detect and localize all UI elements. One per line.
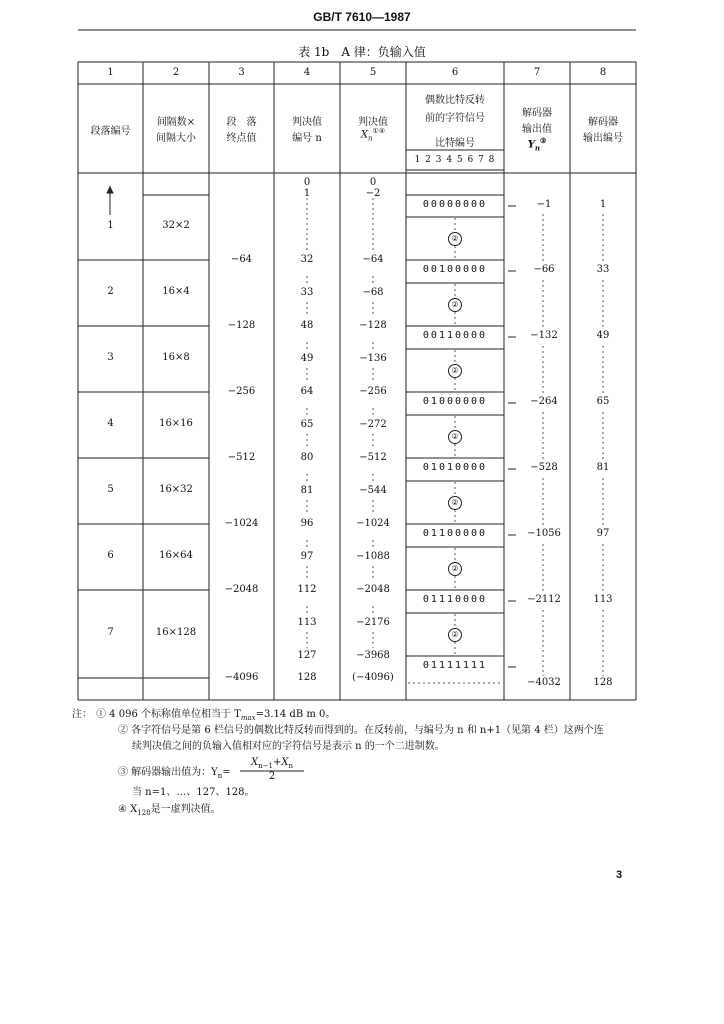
decoder-output-value: −4032 (527, 677, 561, 688)
decoder-output-number: 1 (599, 199, 607, 210)
segment-endpoint: −512 (227, 452, 256, 463)
decoder-output-value: −528 (530, 462, 558, 473)
decoder-output-value: −132 (530, 330, 558, 341)
note-3-range: 当 n=1、…、127、128。 (132, 787, 255, 798)
decision-value: 0 (369, 177, 377, 188)
decision-number: 64 (300, 386, 314, 397)
header-decision-value-symbol: $X_n^{①④}$ (360, 127, 386, 143)
note-2-marker: ② (448, 628, 462, 642)
segment-endpoint: −128 (227, 320, 256, 331)
segment-number: 3 (107, 352, 114, 363)
segment-number: 2 (107, 286, 114, 297)
segment-number: 1 (107, 220, 114, 231)
note-2-line-2: 续判决值之间的负输入值相对应的字符信号是表示 n 的一个二进制数。 (132, 741, 445, 752)
note-4: ④ $X_{128}$是一虚判决值。 (118, 804, 221, 817)
character-signal-code: 01000000 (422, 396, 488, 407)
character-signal-code: 01110000 (422, 594, 488, 605)
character-signal-code: 01100000 (422, 528, 488, 539)
header-char-signal-l1: 偶数比特反转 (425, 95, 485, 106)
header-char-signal-l2: 前的字符信号 (425, 113, 485, 124)
character-signal-code: 00000000 (422, 199, 488, 210)
decoder-output-number: 65 (596, 396, 610, 407)
decision-value: −1024 (356, 518, 390, 529)
column-number: 4 (303, 67, 311, 78)
decision-value: −68 (362, 287, 384, 298)
table-caption: 表 1b A 律：负输入值 (298, 45, 426, 59)
header-decoder-output-symbol: $Y_n^③$ (527, 136, 547, 153)
decision-number: 32 (300, 254, 314, 265)
note-3-numerator: $X_{n-1}+X_n$ (251, 757, 293, 770)
header-decoder-number-l1: 解码器 (588, 117, 618, 128)
header-decision-number-l1: 判决值 (292, 117, 322, 128)
decision-value: −128 (359, 320, 387, 331)
standard-header: GB/T 7610—1987 (313, 10, 411, 24)
column-number: 5 (369, 67, 377, 78)
decision-number: 127 (297, 650, 317, 661)
interval-size: 32×2 (162, 220, 190, 231)
column-number: 7 (533, 67, 541, 78)
decision-value: (−4096) (352, 672, 394, 683)
column-number: 8 (599, 67, 607, 78)
segment-number: 6 (107, 550, 114, 561)
decision-number: 80 (300, 452, 314, 463)
header-endpoint-l2: 终点值 (226, 133, 257, 144)
header-segment-number: 段落编号 (90, 126, 131, 137)
interval-size: 16×128 (155, 627, 197, 638)
decision-number: 128 (297, 672, 317, 683)
note-2-marker: ② (448, 430, 462, 444)
decision-value: −1088 (356, 551, 390, 562)
segment-endpoint: −64 (230, 254, 253, 265)
column-number: 1 (107, 67, 114, 78)
decoder-output-number: 113 (593, 594, 613, 605)
decision-value: −272 (359, 419, 387, 430)
decision-value: −512 (359, 452, 387, 463)
decoder-output-value: −66 (533, 264, 555, 275)
interval-size: 16×8 (162, 352, 190, 363)
note-2-marker: ② (448, 496, 462, 510)
decision-number: 65 (300, 419, 314, 430)
decision-number: 48 (300, 320, 314, 331)
decision-value: −2048 (356, 584, 390, 595)
decision-number: 0 (303, 177, 311, 188)
note-2-marker: ② (448, 364, 462, 378)
column-number: 3 (238, 67, 245, 78)
interval-size: 16×32 (159, 484, 193, 495)
character-signal-code: 01010000 (422, 462, 488, 473)
decision-value: −136 (359, 353, 387, 364)
decision-value: −64 (362, 254, 384, 265)
header-decoder-output-l2: 输出值 (522, 124, 552, 135)
decoder-output-value: −2112 (527, 594, 561, 605)
note-2-line-1: ② 各字符信号是第 6 栏信号的偶数比特反转而得到的。在反转前，与编号为 n 和 n+1（见第 4 栏）这两个连 (118, 725, 604, 736)
decision-number: 81 (300, 485, 314, 496)
header-decision-value-l1: 判决值 (358, 117, 388, 128)
header-intervals-l2: 间隔大小 (156, 133, 196, 144)
interval-size: 16×16 (159, 418, 193, 429)
decision-value: −2 (365, 188, 381, 199)
header-bit-positions: 1 2 3 4 5 6 7 8 (414, 155, 496, 165)
header-bit-number: 比特编号 (435, 138, 475, 149)
decoder-output-number: 49 (596, 330, 610, 341)
decision-number: 113 (297, 617, 317, 628)
character-signal-code: 01111111 (422, 660, 488, 671)
segment-number: 5 (107, 484, 114, 495)
decision-number: 96 (300, 518, 314, 529)
decision-number: 1 (303, 188, 311, 199)
decision-number: 33 (300, 287, 314, 298)
decision-value: −544 (359, 485, 387, 496)
header-decoder-number-l2: 输出编号 (583, 133, 623, 144)
decision-number: 49 (300, 353, 314, 364)
note-2-marker: ② (448, 562, 462, 576)
segment-endpoint: −2048 (224, 584, 259, 595)
character-signal-code: 00110000 (422, 330, 488, 341)
decoder-output-number: 97 (596, 528, 610, 539)
header-decoder-output-l1: 解码器 (522, 108, 552, 119)
decision-value: −2176 (356, 617, 390, 628)
interval-size: 16×64 (159, 550, 193, 561)
header-decision-number-l2: 编号 n (292, 133, 322, 144)
header-intervals-l1: 间隔数× (156, 117, 196, 128)
note-2-marker: ② (448, 298, 462, 312)
decoder-output-value: −1 (536, 199, 552, 210)
header-endpoint-l1: 段 落 (226, 117, 257, 128)
interval-size: 16×4 (162, 286, 190, 297)
character-signal-code: 00100000 (422, 264, 488, 275)
segment-endpoint: −4096 (224, 672, 259, 683)
decision-value: −256 (359, 386, 387, 397)
segment-endpoint: −1024 (224, 518, 259, 529)
column-number: 6 (451, 67, 459, 78)
page-number: 3 (616, 869, 623, 881)
decision-number: 97 (300, 551, 314, 562)
decoder-output-number: 33 (596, 264, 610, 275)
segment-number: 4 (107, 418, 114, 429)
note-1: ① 4 096 个标称值单位相当于 $T_{max}=3.14$ dB m 0。 (96, 709, 336, 722)
decoder-output-value: −264 (530, 396, 558, 407)
notes-label: 注： (72, 709, 92, 720)
decoder-output-number: 128 (593, 677, 613, 688)
decoder-output-number: 81 (596, 462, 610, 473)
note-3: ③ 解码器输出值为：$Y_n=$ (118, 767, 231, 780)
segment-number: 7 (107, 627, 114, 638)
note-3-denominator: 2 (268, 771, 276, 782)
decoder-output-value: −1056 (527, 528, 561, 539)
segment-endpoint: −256 (227, 386, 256, 397)
decision-value: −3968 (356, 650, 390, 661)
note-2-marker: ② (448, 232, 462, 246)
decision-number: 112 (297, 584, 317, 595)
column-number: 2 (172, 67, 180, 78)
